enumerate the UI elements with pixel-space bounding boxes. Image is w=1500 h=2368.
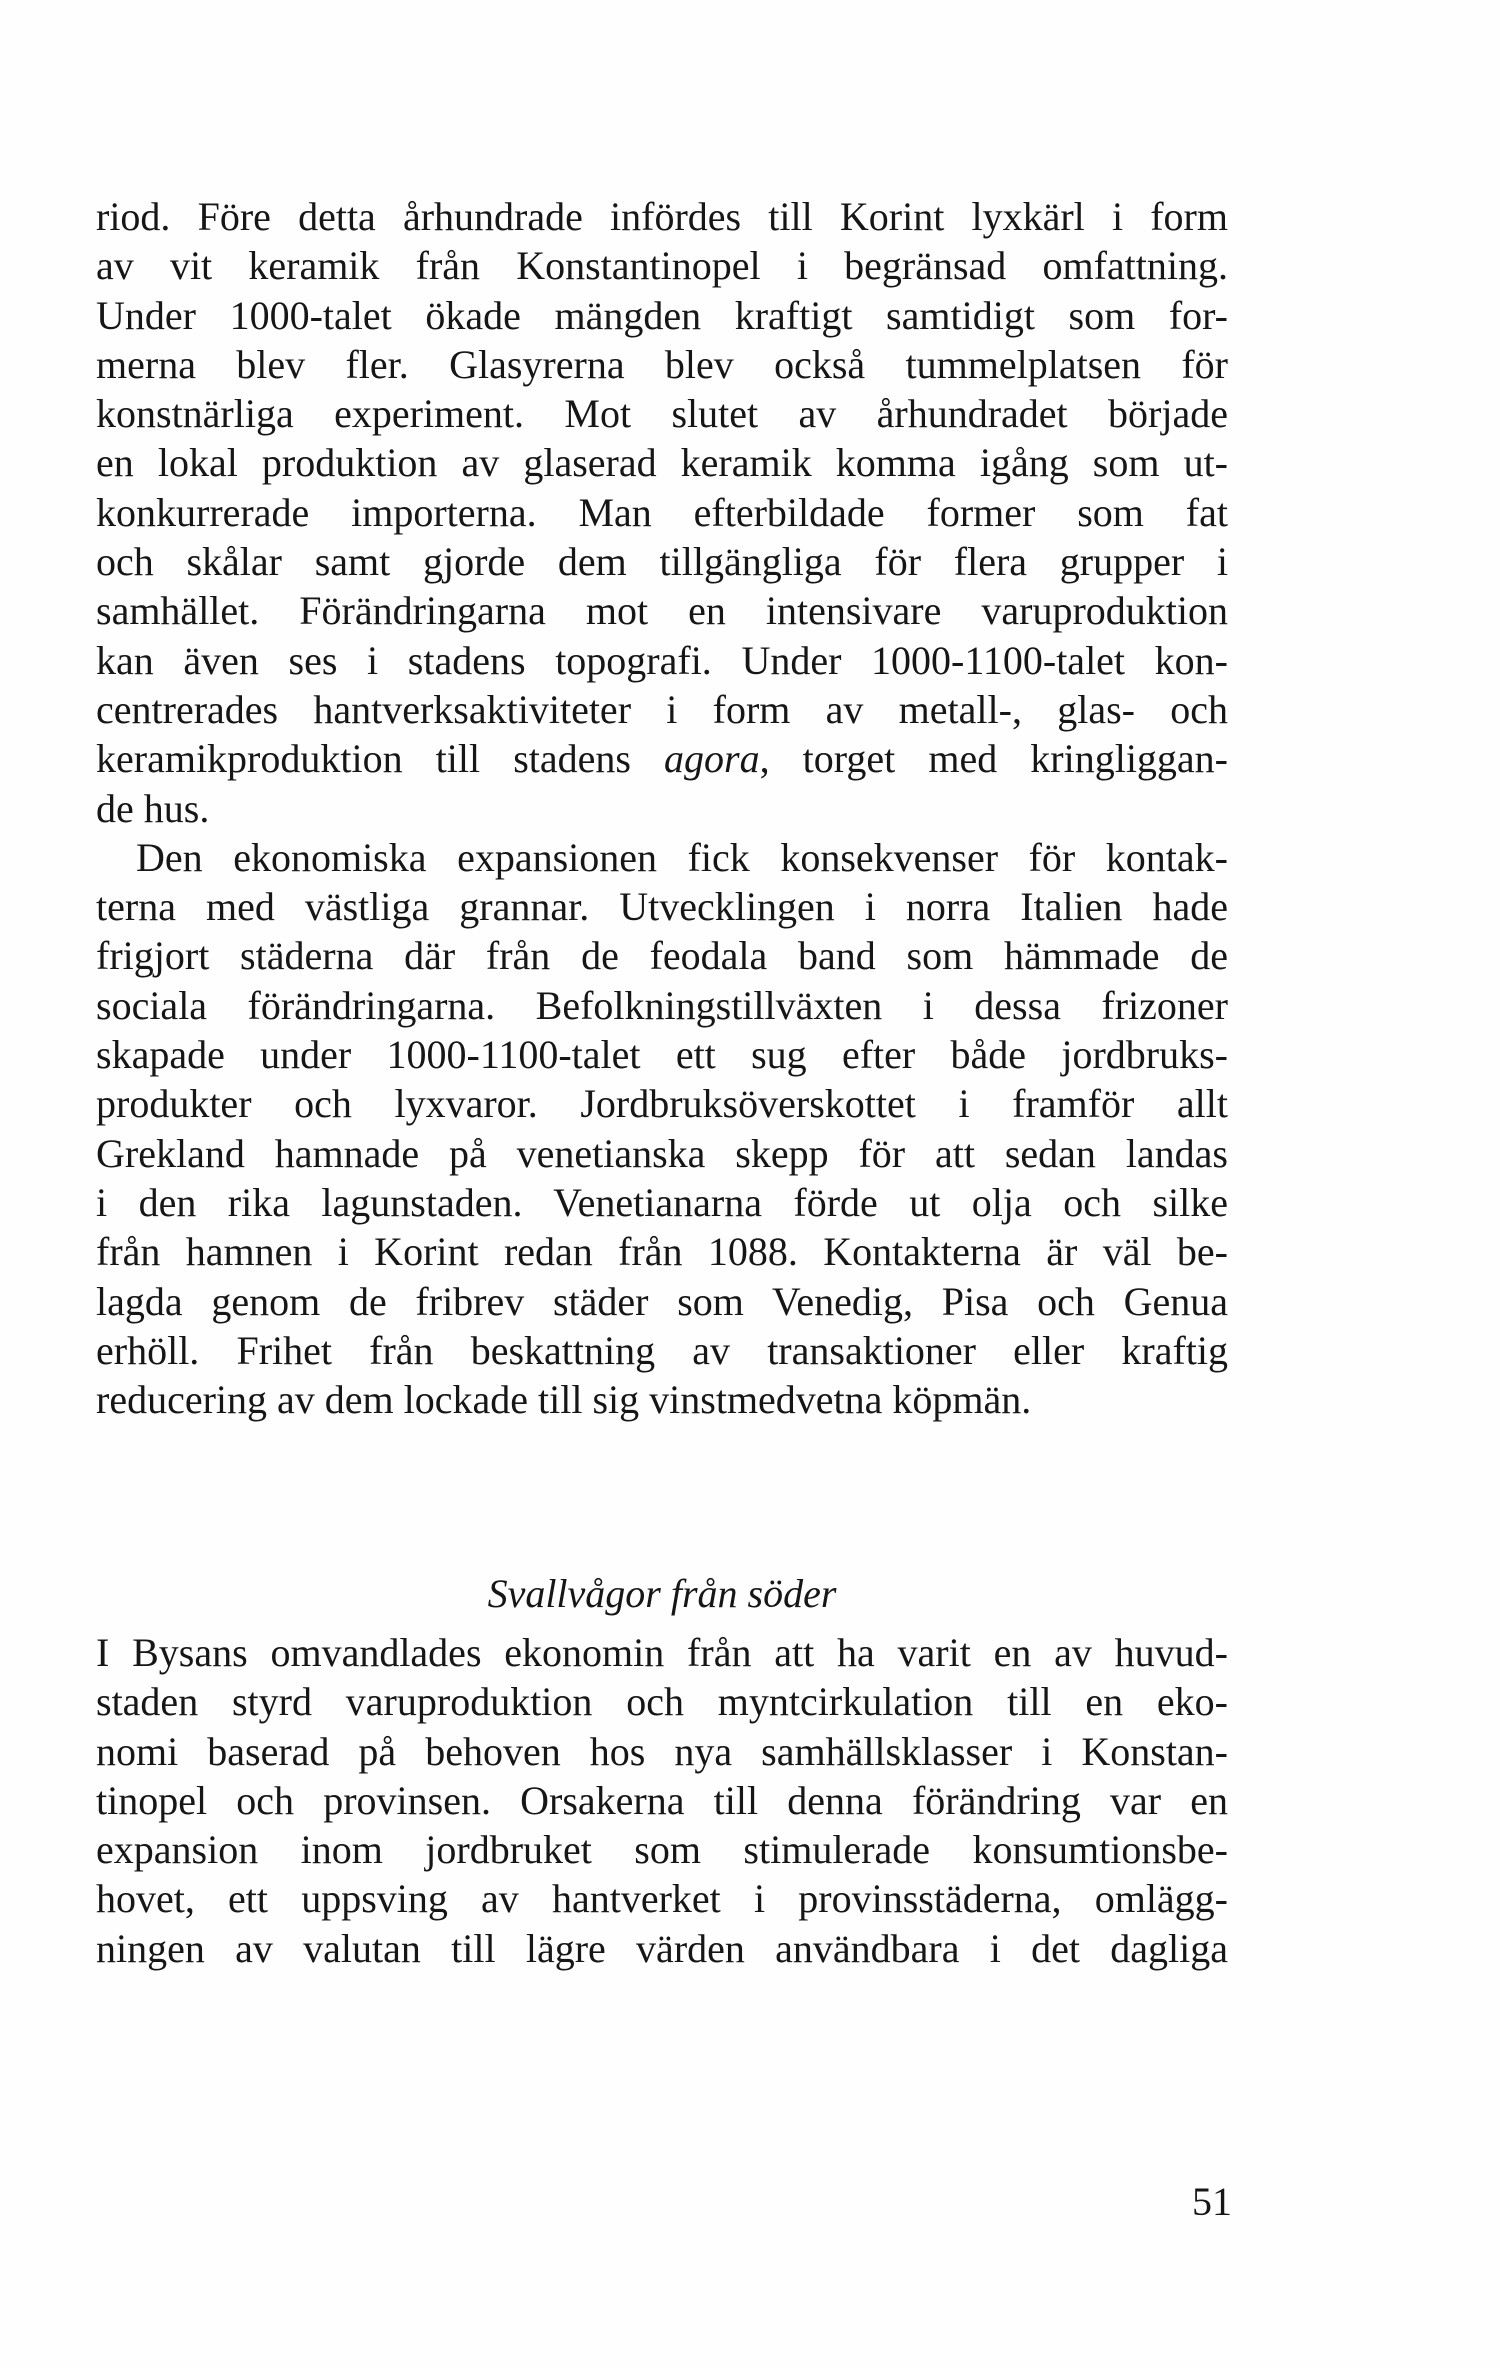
text-line: ningen av valutan till lägre värden användbara i det dagliga [96,1925,1228,1971]
text-line: samhället. Förändringarna mot en intensivare varuproduktion [96,588,1228,634]
text-line: riod. Före detta århundrade infördes till Korint lyxkärl i form [96,194,1228,239]
text-line: erhöll. Frihet från beskattning av transaktioner eller kraftig [96,1327,1228,1373]
text-line: hovet, ett uppsving av hantverket i provinsstäderna, omlägg- [96,1876,1228,1922]
text-line: tinopel och provinsen. Orsakerna till denna förändring var en [96,1777,1228,1823]
body-text-section-1 [96,192,1228,1424]
text-line: centrerades hantverksaktiviteter i form av metall-, glas- och [96,686,1228,732]
text-line: i den rika lagunstaden. Venetianarna förde ut olja och silke [96,1179,1228,1225]
italic-term: agora [664,736,760,782]
text-line: staden styrd varuproduktion och myntcirkulation till en eko- [96,1679,1228,1725]
text-line: konkurrerade importerna. Man efterbildade former som fat [96,489,1228,535]
text-line-with-italic-word: keramikproduktion till stadens agora, torget med kringliggan- [96,736,1228,782]
text-line: frigjort städerna där från de feodala band som hämmade de [96,933,1228,979]
text-line: Grekland hamnade på venetianska skepp för att sedan landas [96,1130,1228,1176]
text-line: en lokal produktion av glaserad keramik komma igång som ut- [96,440,1228,486]
page-number: 51 [1192,2179,1232,2224]
text-line: skapade under 1000-1100-talet ett sug efter både jordbruks- [96,1032,1228,1078]
text-line: kan även ses i stadens topografi. Under 1000-1100-talet kon- [96,637,1228,683]
text-line: från hamnen i Korint redan från 1088. Kontakterna är väl be- [96,1229,1228,1275]
text-line-paragraph-end: reducering av dem lockade till sig vinstmedvetna köpmän. [96,1377,1032,1423]
text-line: Under 1000-talet ökade mängden kraftigt samtidigt som for- [96,292,1228,338]
text-line: nomi baserad på behoven hos nya samhällsklasser i Konstan- [96,1728,1228,1774]
text-line: lagda genom de fribrev städer som Venedig, Pisa och Genua [96,1278,1228,1324]
text-line-paragraph-end: de hus. [96,785,210,831]
section-heading: Svallvågor från söder [487,1571,837,1616]
text-line: I Bysans omvandlades ekonomin från att ha varit en av huvud- [96,1630,1228,1675]
body-text-section-2 [96,1628,1228,1973]
text-line: sociala förändringarna. Befolkningstillväxten i dessa frizoner [96,982,1228,1028]
text-line: produkter och lyxvaror. Jordbruksöverskottet i framför allt [96,1081,1228,1127]
text-line: och skålar samt gjorde dem tillgängliga för flera grupper i [96,539,1228,585]
text-line: expansion inom jordbruket som stimulerade konsumtionsbe- [96,1827,1228,1873]
text-line: av vit keramik från Konstantinopel i begränsad omfattning. [96,243,1228,289]
text-line: terna med västliga grannar. Utvecklingen i norra Italien hade [96,884,1228,930]
text-line: merna blev fler. Glasyrerna blev också tummelplatsen för [96,341,1228,387]
text-line-paragraph-start: Den ekonomiska expansionen fick konsekvenser för kontak- [136,834,1228,880]
text-line: konstnärliga experiment. Mot slutet av århundradet började [96,391,1228,437]
